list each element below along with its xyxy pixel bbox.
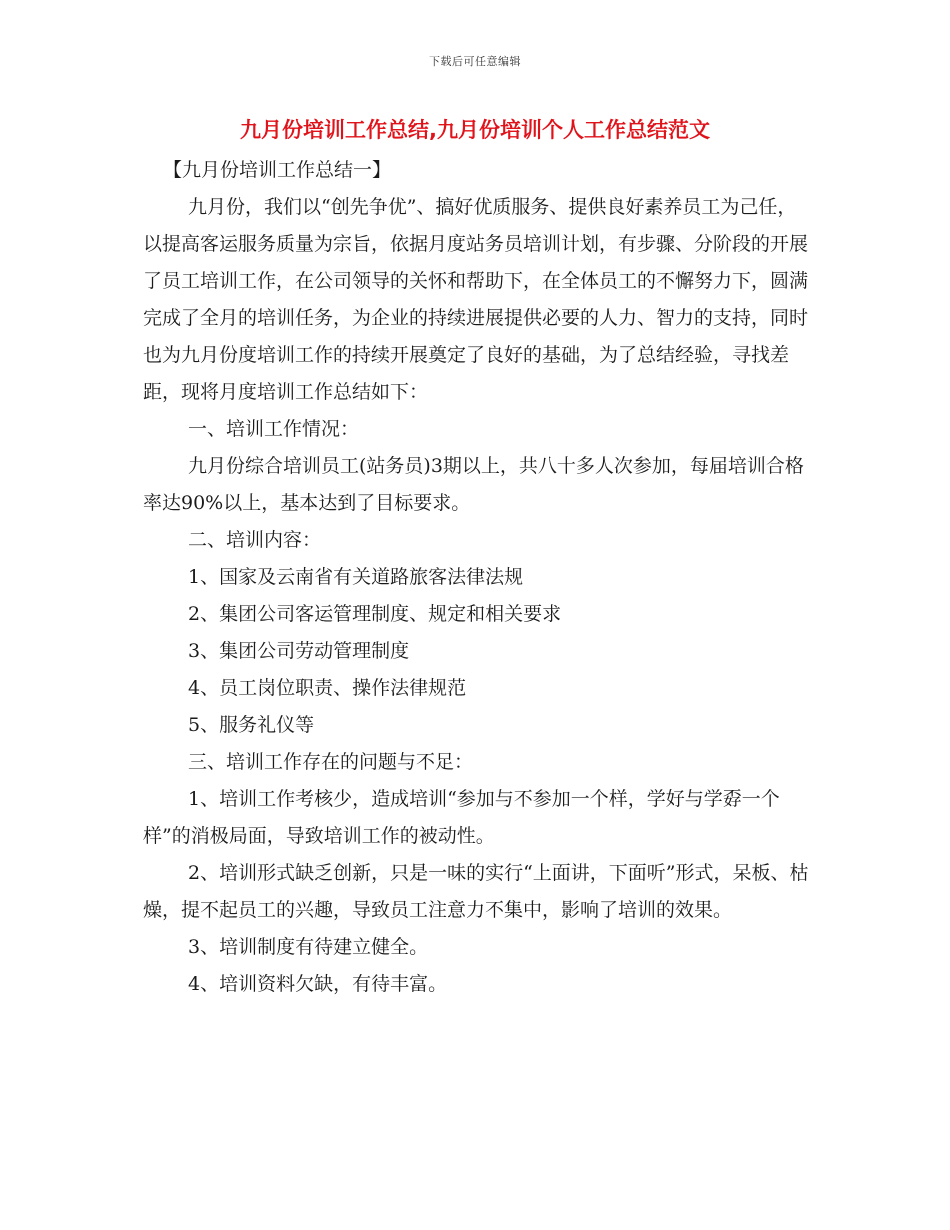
heading-training-status: 一、培训工作情况： xyxy=(188,418,360,440)
list-item: 4、员工岗位职责、操作法律规范 xyxy=(188,677,467,699)
document-body xyxy=(143,152,811,1003)
heading-training-content: 二、培训内容： xyxy=(188,529,322,551)
list-item: 2、集团公司客运管理制度、规定和相关要求 xyxy=(188,603,562,625)
list-item: 5、服务礼仪等 xyxy=(188,714,315,736)
problem-item: 2、培训形式缺乏创新，只是一味的实行“上面讲，下面听”形式，呆板、枯燥，提不起员工的兴趣，导致员工注意力不集中，影响了培训的效果。 xyxy=(143,862,809,921)
intro-paragraph: 九月份，我们以“创先争优”、搞好优质服务、提供良好素养员工为己任，以提高客运服务质量为宗旨，依据月度站务员培训计划，有步骤、分阶段的开展了员工培训工作，在公司领导的关怀和帮助下，在全体员工的不懈努力下，圆满完成了全月的培训任务，为企业的持续进展提供必要的人力、智力的支持，同时也为九月份度培训工作的持续开展奠定了良好的基础，为了总结经验，寻找差距，现将月度培训工作总结如下： xyxy=(143,196,809,403)
paragraph-training-status: 九月份综合培训员工(站务员)3期以上，共八十多人次参加，每届培训合格率达90%以上，基本达到了目标要求。 xyxy=(143,455,804,514)
heading-problems: 三、培训工作存在的问题与不足： xyxy=(188,751,474,773)
problem-item: 4、培训资料欠缺，有待丰富。 xyxy=(188,973,448,995)
header-note: 下载后可任意编辑 xyxy=(429,55,521,68)
document-title: 九月份培训工作总结,九月份培训个人工作总结范文 xyxy=(240,118,710,142)
list-item: 1、国家及云南省有关道路旅客法律法规 xyxy=(188,566,524,588)
problem-item: 3、培训制度有待建立健全。 xyxy=(188,936,429,958)
list-item: 3、集团公司劳动管理制度 xyxy=(188,640,410,662)
section-label: 【九月份培训工作总结一】 xyxy=(163,159,392,181)
problem-item: 1、培训工作考核少，造成培训“参加与不参加一个样，学好与学孬一个样”的消极局面，导致培训工作的被动性。 xyxy=(143,788,780,847)
